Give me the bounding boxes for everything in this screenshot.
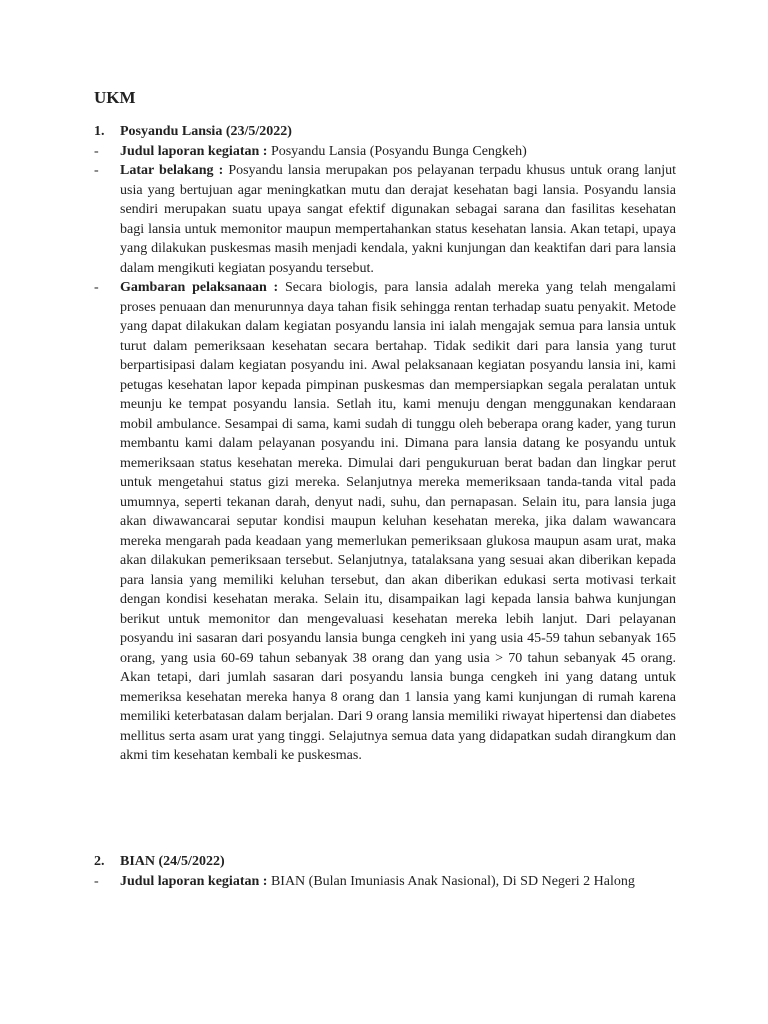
item-label: Judul laporan kegiatan : bbox=[120, 143, 271, 159]
section-posyandu-lansia bbox=[94, 122, 676, 766]
document-heading: UKM bbox=[94, 88, 136, 107]
list-item-body bbox=[120, 142, 676, 162]
list-item-body bbox=[120, 278, 676, 766]
list-bullet: - bbox=[94, 873, 99, 889]
list-item-judul bbox=[94, 872, 676, 892]
item-label: Latar belakang : bbox=[120, 163, 229, 178]
list-item-latar-belakang bbox=[94, 161, 676, 278]
list-bullet: - bbox=[94, 143, 99, 159]
item-label: Gambaran pelaksanaan : bbox=[120, 280, 285, 295]
section-number: 1. bbox=[94, 124, 105, 139]
item-text: Posyandu lansia merupakan pos pelayanan terpadu khusus untuk orang lanjut usia yang bertujuan agar meningkatkan mutu dan derajat kesehatan bagi lansia. Posyandu lansia sendiri merupakan suatu upaya sangat efektif digunakan sebagai sarana dan fasilitas kesehatan bagi lansia untuk memonitor maupun mempertahankan status kesehatan lansia. Akan tetapi, upaya yang dilakukan puskesmas masih menjadi kendala, yakni kunjungan dan keaktifan dari para lansia dalam mengikuti kegiatan posyandu tersebut. bbox=[120, 163, 676, 276]
list-item-body bbox=[120, 872, 676, 892]
item-text: BIAN (Bulan Imuniasis Anak Nasional), Di SD Negeri 2 Halong bbox=[270, 873, 635, 889]
section-title: BIAN (24/5/2022) bbox=[120, 854, 225, 869]
section-title-row bbox=[94, 852, 676, 872]
item-label: Judul laporan kegiatan : bbox=[120, 873, 271, 889]
list-bullet: - bbox=[94, 280, 99, 295]
list-item-gambaran-pelaksanaan bbox=[94, 278, 676, 766]
item-text: Posyandu Lansia (Posyandu Bunga Cengkeh) bbox=[270, 143, 527, 159]
list-item-judul bbox=[94, 142, 676, 162]
list-item-body bbox=[120, 161, 676, 278]
list-bullet: - bbox=[94, 163, 99, 178]
item-text: Secara biologis, para lansia adalah mereka yang telah mengalami proses penuaan dan menurunnya daya tahan fisik sehingga rentan terhadap suatu penyakit. Metode yang dapat dilakukan dalam kegiatan posyandu lansia ini ialah mengajak semua para lansia untuk turut dalam pemeriksaan kesehatan secara bertahap. Tidak sedikit dari para lansia yang turut berpartisipasi dalam kegiatan posyandu ini. Awal pelaksanaan kegiatan posyandu lansia ini, kami petugas kesehatan lapor kepada pimpinan puskesmas dan mempersiapkan segala peralatan untuk meunju ke tempat posyandu lansia. Setlah itu, kami menuju dengan menggunakan kendaraan mobil ambulance. Sesampai di sama, kami sudah di tunggu oleh beberapa orang kader, yang turun membantu kami dalam pelayanan posyandu ini. Dimana para lansia datang ke posyandu untuk memeriksaan status kesehatan mereka. Dimulai dari pengukuruan berat badan dan lingkar perut untuk mengetahui status gizi mereka. Selanjutnya mereka memeriksaan tanda-tanda vital pada umumnya, seperti tekanan darah, denyut nadi, suhu, dan pernapasan. Selain itu, para lansia juga akan diwawancarai seputar kondisi maupun keluhan kesehatan mereka, jika dalam wawancara mereka mengarah pada keadaan yang memerlukan pemeriksaan glukosa maupun asam urat, maka akan dilakukan pemeriksaan tersebut. Selanjutnya, tatalaksana yang sesuai akan diberikan kepada para lansia yang memiliki keluhan tersebut, dan akan diberikan edukasi serta motivasi terkait dengan kondisi kesehatan meraka. Selain itu, disampaikan lagi kepada lansia bahwa kunjungan berikut untuk memonitor dan mengevaluasi kesehatan mereka lebih lanjut. Dari pelayanan posyandu ini sasaran dari posyandu lansia bunga cengkeh ini yang usia 45-59 tahun sebanyak 165 orang, yang usia 60-69 tahun sebanyak 38 orang dan yang usia > 70 tahun sebanyak 45 orang. Akan tetapi, dari jumlah sasaran dari posyandu lansia bunga cengkeh ini yang datang untuk memeriksa kesehatan mereka hanya 8 orang dan 1 lansia yang kami kunjungan di rumah karena memiliki keterbatasan dalam berjalan. Dari 9 orang lansia memiliki riwayat hipertensi dan diabetes mellitus serta asam urat yang tinggi. Selajutnya semua data yang didapatkan sudah dirangkum dan akmi tim kesehatan kembali ke puskesmas. bbox=[120, 280, 677, 763]
section-bian bbox=[94, 852, 676, 891]
section-title: Posyandu Lansia (23/5/2022) bbox=[120, 124, 292, 139]
section-number: 2. bbox=[94, 854, 105, 869]
section-title-row bbox=[94, 122, 676, 142]
